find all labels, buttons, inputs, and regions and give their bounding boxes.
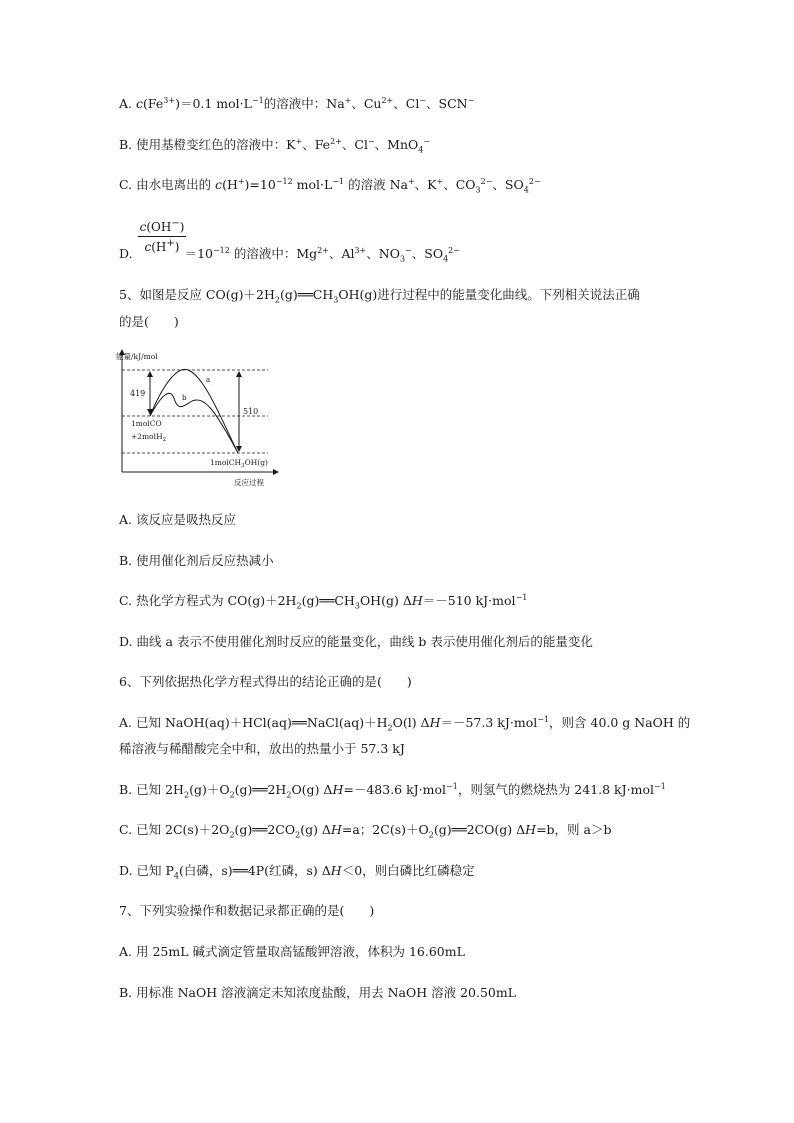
product-label: 1molCH$_3$OH(g) <box>210 458 268 469</box>
y-axis-label: 能量/kJ/mol <box>116 352 158 361</box>
q4-option-a: A. $c(Fe^{3+})=0.1$ $mol\cdot L^{-1}$的溶液中：Na+、$Cu^{2+}$、Cl−、SCN− <box>119 95 475 111</box>
energy-profile-diagram <box>112 346 284 488</box>
x-axis-label: 反应过程 <box>234 478 264 487</box>
q6-stem: 6、下列依据热化学方程式得出的结论正确的是( ) <box>119 674 412 689</box>
q6-option-d: D. 已知 $P_4$(白磷，s)══4P(红磷，s) ΔH＜0，则白磷比红磷稳定 <box>119 863 475 881</box>
q5-option-c: C. 热化学方程式为 $CO(g)+2H_2(g)══CH_3OH(g)$ ΔH＝－510 kJ·mol$^{-1}$ <box>119 592 528 611</box>
curve-b-label: b <box>182 394 187 402</box>
curve-b <box>150 393 238 453</box>
q5-option-d: D. 曲线 a 表示不使用催化剂时反应的能量变化，曲线 b 表示使用催化剂后的能量变化 <box>119 634 593 649</box>
fraction-numerator: c(OH−) <box>138 218 186 237</box>
reactant-label-line1: 1molCO <box>131 419 162 428</box>
curve-a-label: a <box>206 376 211 384</box>
q7-option-a: A. 用 25mL 碱式滴定管量取高锰酸钾溶液，体积为 16.60mL <box>119 944 465 959</box>
q6-option-b: B. 已知 $2H_2(g)+O_2(g)══2H_2O(g)$ ΔH=－483.6 kJ·mol$^{-1}$，则氢气的燃烧热为 241.8 kJ·mol$^{-1}$ <box>119 781 666 800</box>
reactant-label-line2: +2molH$_2$ <box>131 432 167 443</box>
q6-option-a-line1: A. 已知 $NaOH(aq)+HCl(aq)══NaCl(aq)+H_2O(l)$ ΔH＝－57.3 kJ·mol$^{-1}$，则含 40.0 g NaOH 的 <box>119 714 691 733</box>
fraction-denominator: c(H+) <box>144 238 180 254</box>
q7-stem: 7、下列实验操作和数据记录都正确的是( ) <box>119 903 375 918</box>
q5-stem-line2: 的是( ) <box>119 314 179 329</box>
q7-option-b: B. 用标准 NaOH 溶液滴定未知浓度盐酸，用去 NaOH 溶液 20.50mL <box>119 985 517 1000</box>
q4-option-c: C. 由水电离出的 $c(H^+)=10^{-12}$ $mol\cdot L^{-1}$ 的溶液 Na+、K+、$CO_3^{2-}$、$SO_4^{2-}$ <box>119 176 541 195</box>
q4-option-d: D. $=10^{-12}$ 的溶液中：$Mg^{2+}$、$Al^{3+}$、$NO_3^-$、$SO_4^{2-}$ <box>119 245 460 264</box>
q5-option-a: A. 该反应是吸热反应 <box>119 512 236 527</box>
q5-option-b: B. 使用催化剂后反应热减小 <box>119 553 274 568</box>
label-419: 419 <box>130 389 146 398</box>
q4-option-b: B. 使用基橙变红色的溶液中：K+、$Fe^{2+}$、Cl−、MnO$_4$− <box>119 136 431 155</box>
q6-option-c: C. 已知 $2C(s)+2O_2(g)══2CO_2(g)$ ΔH=a；$2C(s)+O_2(g)══2CO(g)$ ΔH=b，则 a＞b <box>119 822 612 840</box>
q5-stem-line1: 5、如图是反应 $CO(g)+2H_2(g)══CH_3OH(g)$进行过程中的能量变化曲线。下列相关说法正确 <box>119 287 640 305</box>
label-510: 510 <box>243 407 259 416</box>
q6-option-a-line2: 稀溶液与稀醋酸完全中和，放出的热量小于 57.3 kJ <box>119 741 405 756</box>
